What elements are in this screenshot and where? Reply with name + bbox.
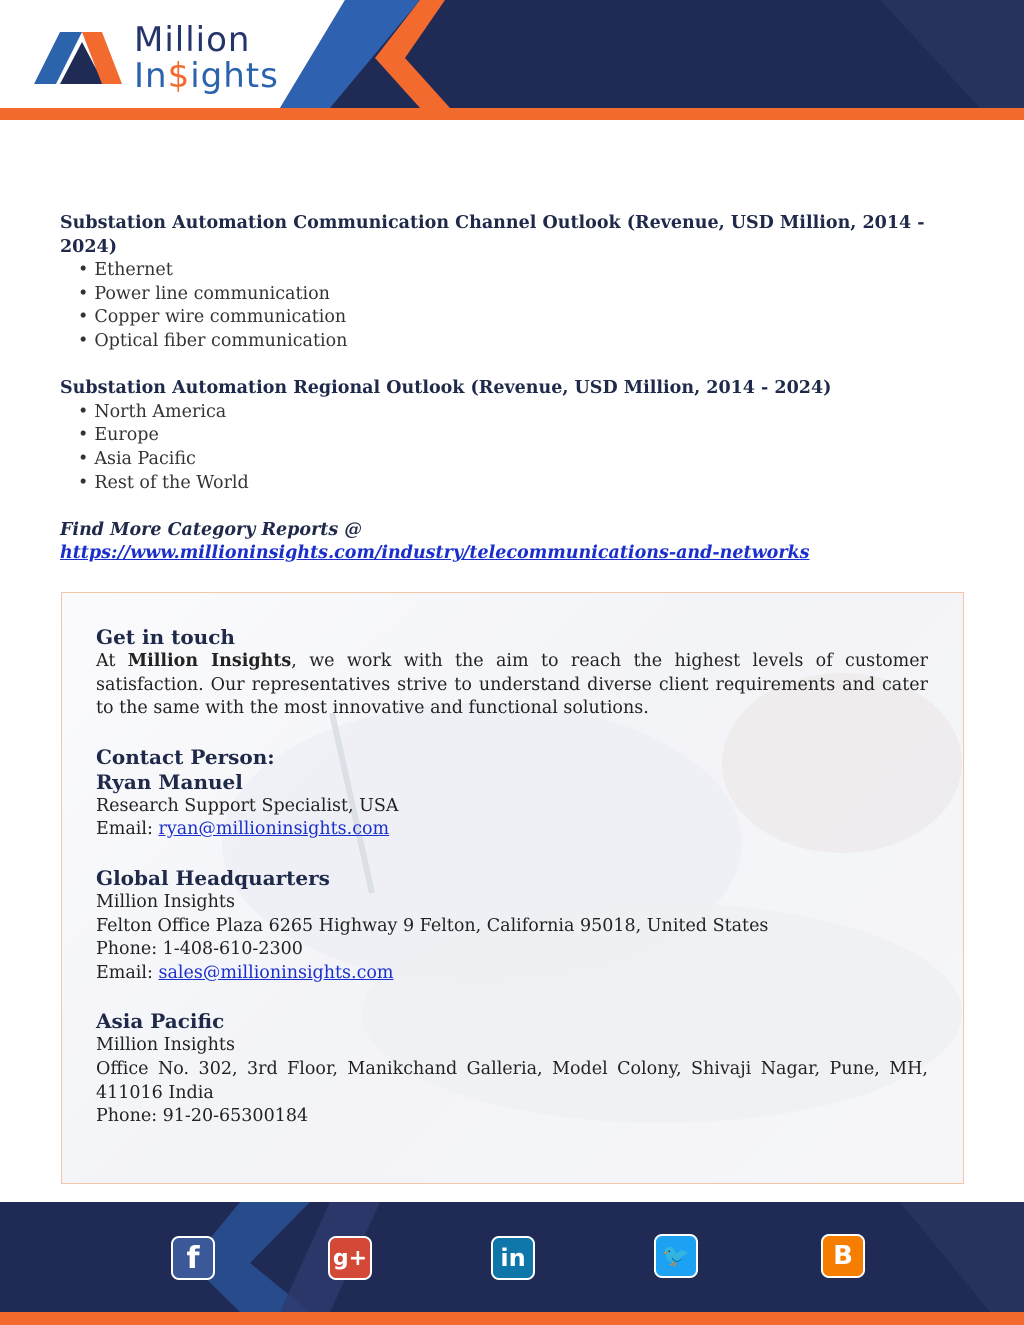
contact-details <box>96 625 928 1129</box>
bullet-list <box>60 401 940 495</box>
hq-phone: Phone: 1-408-610-2300 <box>96 939 303 960</box>
list-item: • Ethernet <box>78 259 940 283</box>
logo-line-2: In$ights <box>134 56 279 96</box>
hq-email-row: Email: sales@millioninsights.com <box>96 962 394 983</box>
more-reports-link[interactable]: https://www.millioninsights.com/industry/telecommunications-and-networks <box>60 543 810 564</box>
hq-address: Felton Office Plaza 6265 Highway 9 Felton, California 95018, United States <box>96 915 769 936</box>
contact-person-heading: Contact Person: <box>96 744 275 769</box>
logo-line-1: Million <box>134 20 251 60</box>
list-item: • North America <box>78 401 940 425</box>
contact-intro: At Million Insights, we work with the aim to reach the highest levels of customer satisfaction. Our representatives strive to understand diverse client requirements and cater to the same with the most innovative and functional solutions. <box>96 651 928 719</box>
blogger-icon[interactable]: B <box>821 1234 865 1278</box>
contact-person-name: Ryan Manuel <box>96 769 243 794</box>
ap-phone: Phone: 91-20-65300184 <box>96 1106 309 1127</box>
logo-wordmark <box>134 22 279 94</box>
asia-pacific-heading: Asia Pacific <box>96 1009 225 1034</box>
list-item: • Europe <box>78 424 940 448</box>
more-reports-label: Find More Category Reports @ <box>60 519 362 540</box>
contact-person-role: Research Support Specialist, USA <box>96 795 399 816</box>
section-regional <box>60 377 940 495</box>
google-plus-icon[interactable]: g+ <box>328 1236 372 1280</box>
linkedin-icon[interactable]: in <box>491 1236 535 1280</box>
section-communication-channel <box>60 212 940 354</box>
brand-logo[interactable] <box>30 22 280 94</box>
bullet-list <box>60 259 940 353</box>
hq-email-link[interactable]: sales@millioninsights.com <box>158 962 394 983</box>
more-reports <box>60 519 940 566</box>
list-item: • Asia Pacific <box>78 448 940 472</box>
logo-mark-icon <box>30 22 130 94</box>
section-title: Substation Automation Communication Channel Outlook (Revenue, USD Million, 2014 - 2024) <box>60 213 925 257</box>
ap-company: Million Insights <box>96 1035 235 1056</box>
twitter-icon[interactable]: 🐦 <box>654 1234 698 1278</box>
ap-address: Office No. 302, 3rd Floor, Manikchand Galleria, Model Colony, Shivaji Nagar, Pune, MH, 411016 India <box>96 1058 928 1103</box>
list-item: • Power line communication <box>78 283 940 307</box>
facebook-icon[interactable]: f <box>171 1236 215 1280</box>
hq-heading: Global Headquarters <box>96 865 330 890</box>
page-header <box>0 0 1024 120</box>
hq-company: Million Insights <box>96 891 235 912</box>
section-title: Substation Automation Regional Outlook (Revenue, USD Million, 2014 - 2024) <box>60 378 832 399</box>
get-in-touch-heading: Get in touch <box>96 625 235 649</box>
contact-box <box>61 592 964 1184</box>
contact-person-email-row: Email: ryan@millioninsights.com <box>96 819 390 840</box>
list-item: • Optical fiber communication <box>78 330 940 354</box>
list-item: • Copper wire communication <box>78 306 940 330</box>
list-item: • Rest of the World <box>78 472 940 496</box>
person-email-link[interactable]: ryan@millioninsights.com <box>158 819 390 840</box>
report-content <box>60 212 940 566</box>
